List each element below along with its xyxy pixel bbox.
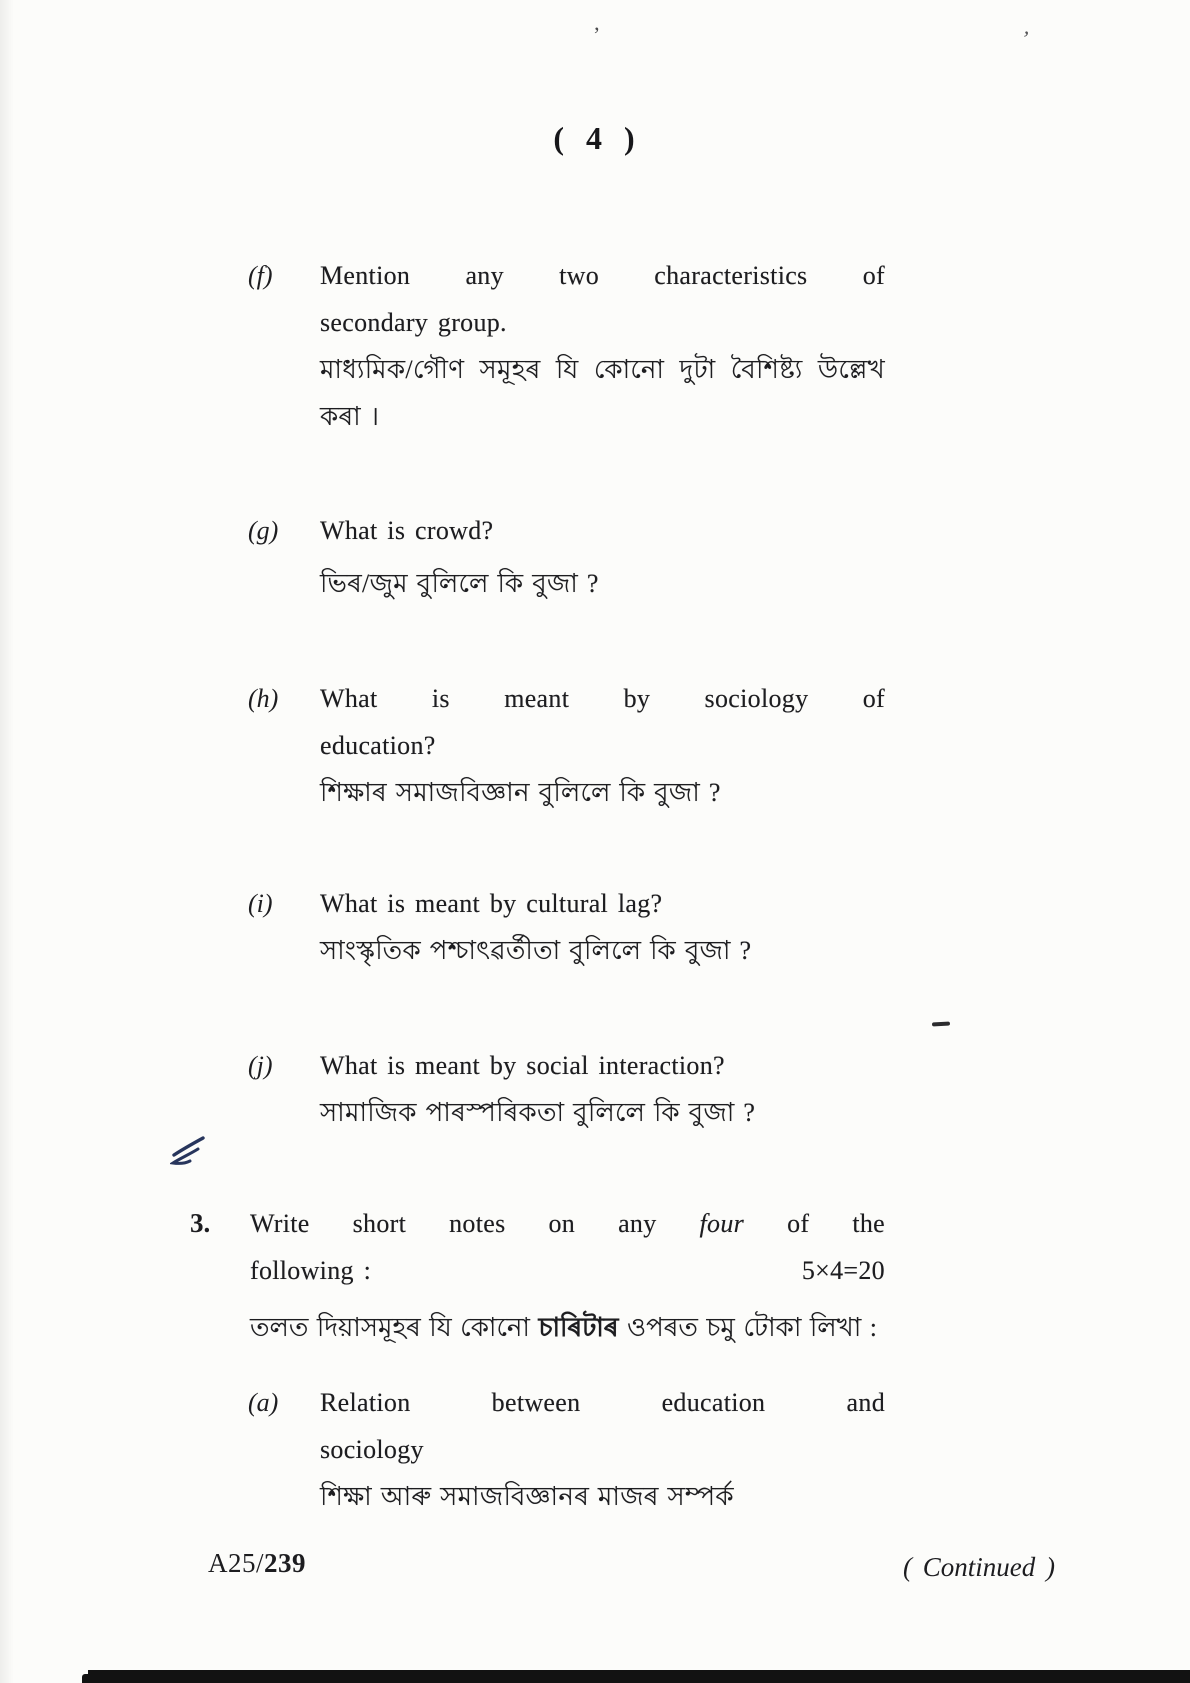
- question-i-text: [320, 880, 885, 974]
- question-j: [248, 1042, 885, 1136]
- question-3: [190, 1200, 885, 1294]
- question-3-text: [250, 1200, 885, 1294]
- handwritten-tick-mark: [170, 1134, 208, 1174]
- question-g: [248, 507, 885, 607]
- question-i-label: (i): [248, 889, 273, 918]
- question-f-english-line1: Mention any two characteristics of: [320, 261, 885, 290]
- question-j-english: What is meant by social interaction?: [320, 1051, 725, 1080]
- question-3-english-line2: [250, 1247, 885, 1294]
- paper-code: [208, 1548, 306, 1579]
- question-3a-english-line1: Relation between education and: [320, 1388, 885, 1417]
- question-3a: [248, 1379, 885, 1520]
- q3-line1-pre: Write short notes on any: [250, 1209, 657, 1238]
- question-f-assamese-line2: কৰা ।: [320, 402, 380, 431]
- question-h-english-line2: education?: [320, 731, 436, 760]
- question-g-english: What is crowd?: [320, 516, 494, 545]
- question-3a-text: [320, 1379, 885, 1520]
- q3-line1-post: of the: [787, 1209, 885, 1238]
- question-3a-english-line2: sociology: [320, 1435, 424, 1464]
- question-3-assamese: [250, 1303, 950, 1353]
- question-3a-assamese: শিক্ষা আৰু সমাজবিজ্ঞানৰ মাজৰ সম্পৰ্ক: [320, 1482, 734, 1511]
- question-g-text: [320, 507, 885, 607]
- paper-code-number: 239: [264, 1548, 306, 1578]
- scan-speck: ’: [1020, 25, 1032, 52]
- question-f: [248, 252, 885, 440]
- question-j-text: [320, 1042, 885, 1136]
- question-f-text: [320, 252, 885, 440]
- question-h-english-line1: What is meant by sociology of: [320, 684, 885, 713]
- question-h-text: [320, 675, 885, 816]
- question-i-assamese: সাংস্কৃতিক পশ্চাৎৱৰ্তীতা বুলিলে কি বুজা ?: [320, 936, 752, 965]
- q3-assamese-pre: তলত দিয়াসমূহৰ যি কোনো: [250, 1313, 530, 1342]
- question-f-english-line2: secondary group.: [320, 308, 507, 337]
- paper-code-prefix: A25/: [208, 1548, 264, 1578]
- scan-speck: ’: [593, 22, 601, 47]
- question-j-label: (j): [248, 1051, 273, 1080]
- question-h-label: (h): [248, 684, 279, 713]
- page-number: ( 4 ): [553, 120, 637, 156]
- question-i: [248, 880, 885, 974]
- marks-scheme: 5×4=20: [801, 1256, 885, 1285]
- question-g-label: (g): [248, 516, 279, 545]
- q3-assamese-bold-word: চাৰিটাৰ: [538, 1313, 619, 1342]
- question-3-number: 3.: [190, 1208, 211, 1238]
- question-f-label: (f): [248, 261, 273, 290]
- q3-line1-italic-word: four: [699, 1209, 745, 1238]
- question-g-assamese: ভিৰ/জুম বুলিলে কি বুজা ?: [320, 569, 599, 598]
- q3-assamese-post: ওপৰত চমু টোকা লিখা :: [626, 1313, 878, 1342]
- scan-edge-band: [88, 1670, 1190, 1683]
- continued-note: ( Continued ): [903, 1552, 1055, 1582]
- question-j-assamese: সামাজিক পাৰস্পৰিকতা বুলিলে কি বুজা ?: [320, 1098, 756, 1127]
- q3-line2-text: following :: [250, 1256, 372, 1285]
- question-f-assamese-line1: মাধ্যমিক/গৌণ সমূহৰ যি কোনো দুটা বৈশিষ্ট্য উল্লেখ: [320, 355, 885, 384]
- scan-dash-mark: [932, 1022, 950, 1027]
- question-h-assamese: শিক্ষাৰ সমাজবিজ্ঞান বুলিলে কি বুজা ?: [320, 778, 721, 807]
- question-h: [248, 675, 885, 816]
- question-3-english-line1: [250, 1200, 885, 1247]
- question-i-english: What is meant by cultural lag?: [320, 889, 663, 918]
- question-3a-label: (a): [248, 1388, 279, 1417]
